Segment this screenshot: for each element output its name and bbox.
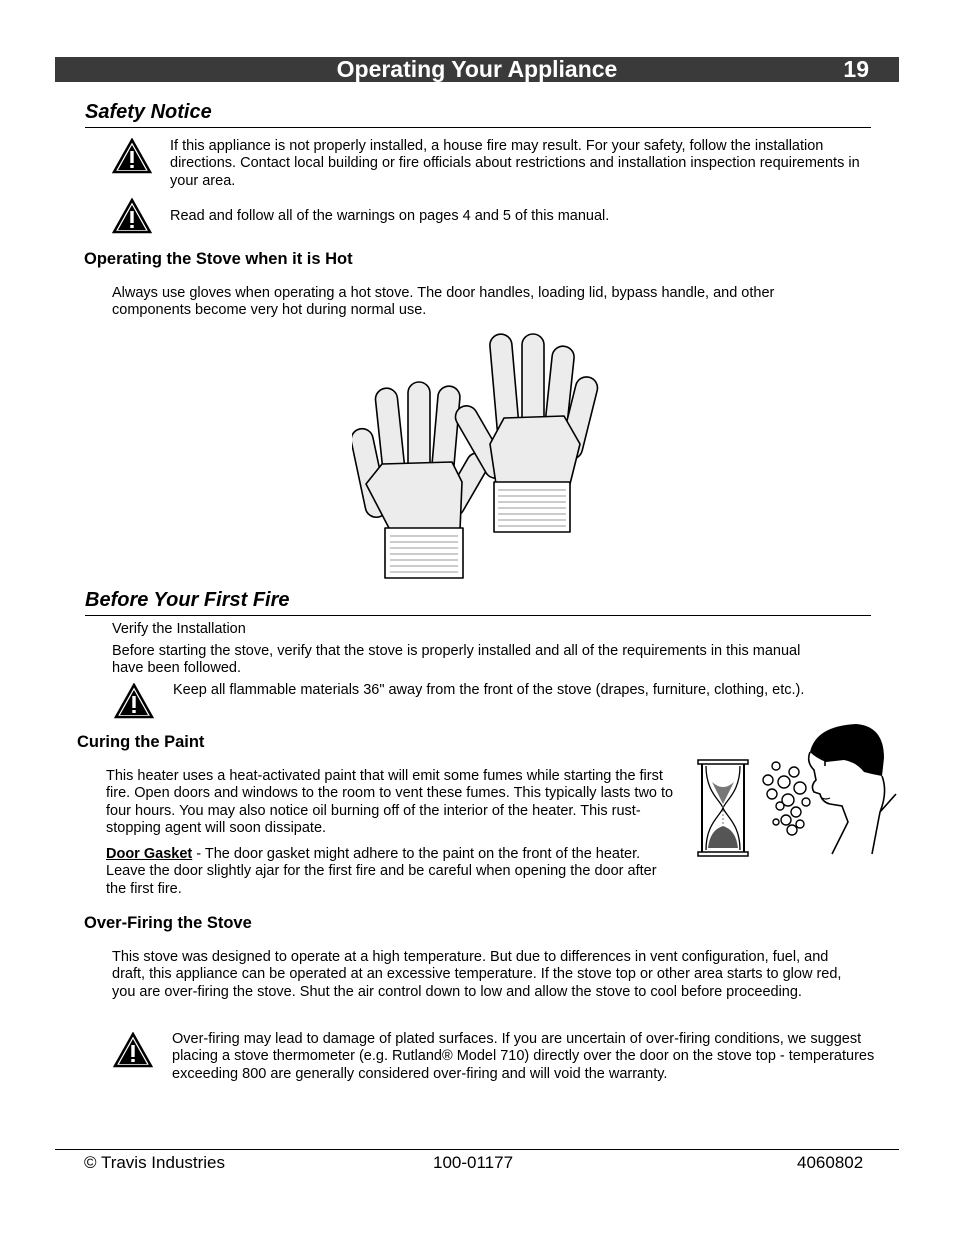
safety-warning-2: Read and follow all of the warnings on pages 4 and 5 of this manual. [170, 208, 610, 224]
footer-part-number: 100-01177 [433, 1153, 514, 1172]
warning-icon [112, 138, 152, 174]
overfiring-text: This stove was designed to operate at a high temperature. But due to differences in vent configuration, fuel, and draft, this appliance can be operated at an excessive temperature. If the stove top or other area starts to glow red, you are over-firing the stove. Shut the air control down to low and allow the stove to cool before proceeding. [112, 949, 842, 1000]
safety-warning-1: If this appliance is not properly installed, a house fire may result. For your safety, follow the installation directions. Contact local building or fire officials about restrictions and installation inspection requirements in your area. [170, 138, 860, 189]
safety-notice-title: Safety Notice [85, 101, 212, 123]
page-number: 19 [843, 56, 869, 82]
hot-stove-text: Always use gloves when operating a hot stove. The door handles, loading lid, bypass handle, and other components become very hot during normal use. [112, 285, 775, 319]
curing-title: Curing the Paint [77, 733, 205, 751]
footer-copyright: © Travis Industries [84, 1153, 226, 1172]
door-gasket-paragraph [106, 846, 674, 898]
section-divider [85, 615, 871, 616]
page-title: Operating Your Appliance [336, 56, 618, 82]
header-bar [55, 57, 899, 82]
warning-icon [113, 1032, 153, 1068]
footer-divider [55, 1149, 899, 1150]
overfiring-title: Over-Firing the Stove [84, 914, 252, 932]
overfiring-warning: Over-firing may lead to damage of plated surfaces. If you are uncertain of over-firing conditions, we suggest placing a stove thermometer (e.g. Rutland® Model 710) directly over the door on the stove top - temperatures exceeding 800 are generally considered over-firing and will void the warranty. [172, 1031, 875, 1082]
door-gasket-label: Door Gasket [106, 846, 193, 862]
door-gasket-text: - The door gasket might adhere to the paint on the front of the heater. Leave the door slightly ajar for the first fire and be careful when opening the door after the first fire. [106, 846, 657, 897]
hot-stove-title: Operating the Stove when it is Hot [84, 250, 353, 268]
footer-doc-code: 4060802 [797, 1153, 864, 1172]
first-fire-title: Before Your First Fire [85, 589, 290, 611]
flammable-warning: Keep all flammable materials 36" away from the front of the stove (drapes, furniture, clothing, etc.). [173, 682, 805, 698]
warning-icon [112, 198, 152, 234]
face-icon [809, 724, 896, 854]
hourglass-icon [698, 760, 748, 856]
section-divider [85, 127, 871, 128]
verify-text: Before starting the stove, verify that the stove is properly installed and all of the requirements in this manual have been followed. [112, 643, 801, 677]
warning-icon [114, 683, 154, 719]
curing-text: This heater uses a heat-activated paint that will emit some fumes while starting the first fire. Open doors and windows to the room to vent these fumes. This typically lasts two to four hours. You may also notice oil burning off of the interior of the heater. This rust-stopping agent will soon dissipate. [106, 768, 674, 836]
gloves-illustration [352, 332, 602, 582]
fumes-illustration [696, 722, 900, 858]
verify-heading: Verify the Installation [112, 621, 246, 637]
